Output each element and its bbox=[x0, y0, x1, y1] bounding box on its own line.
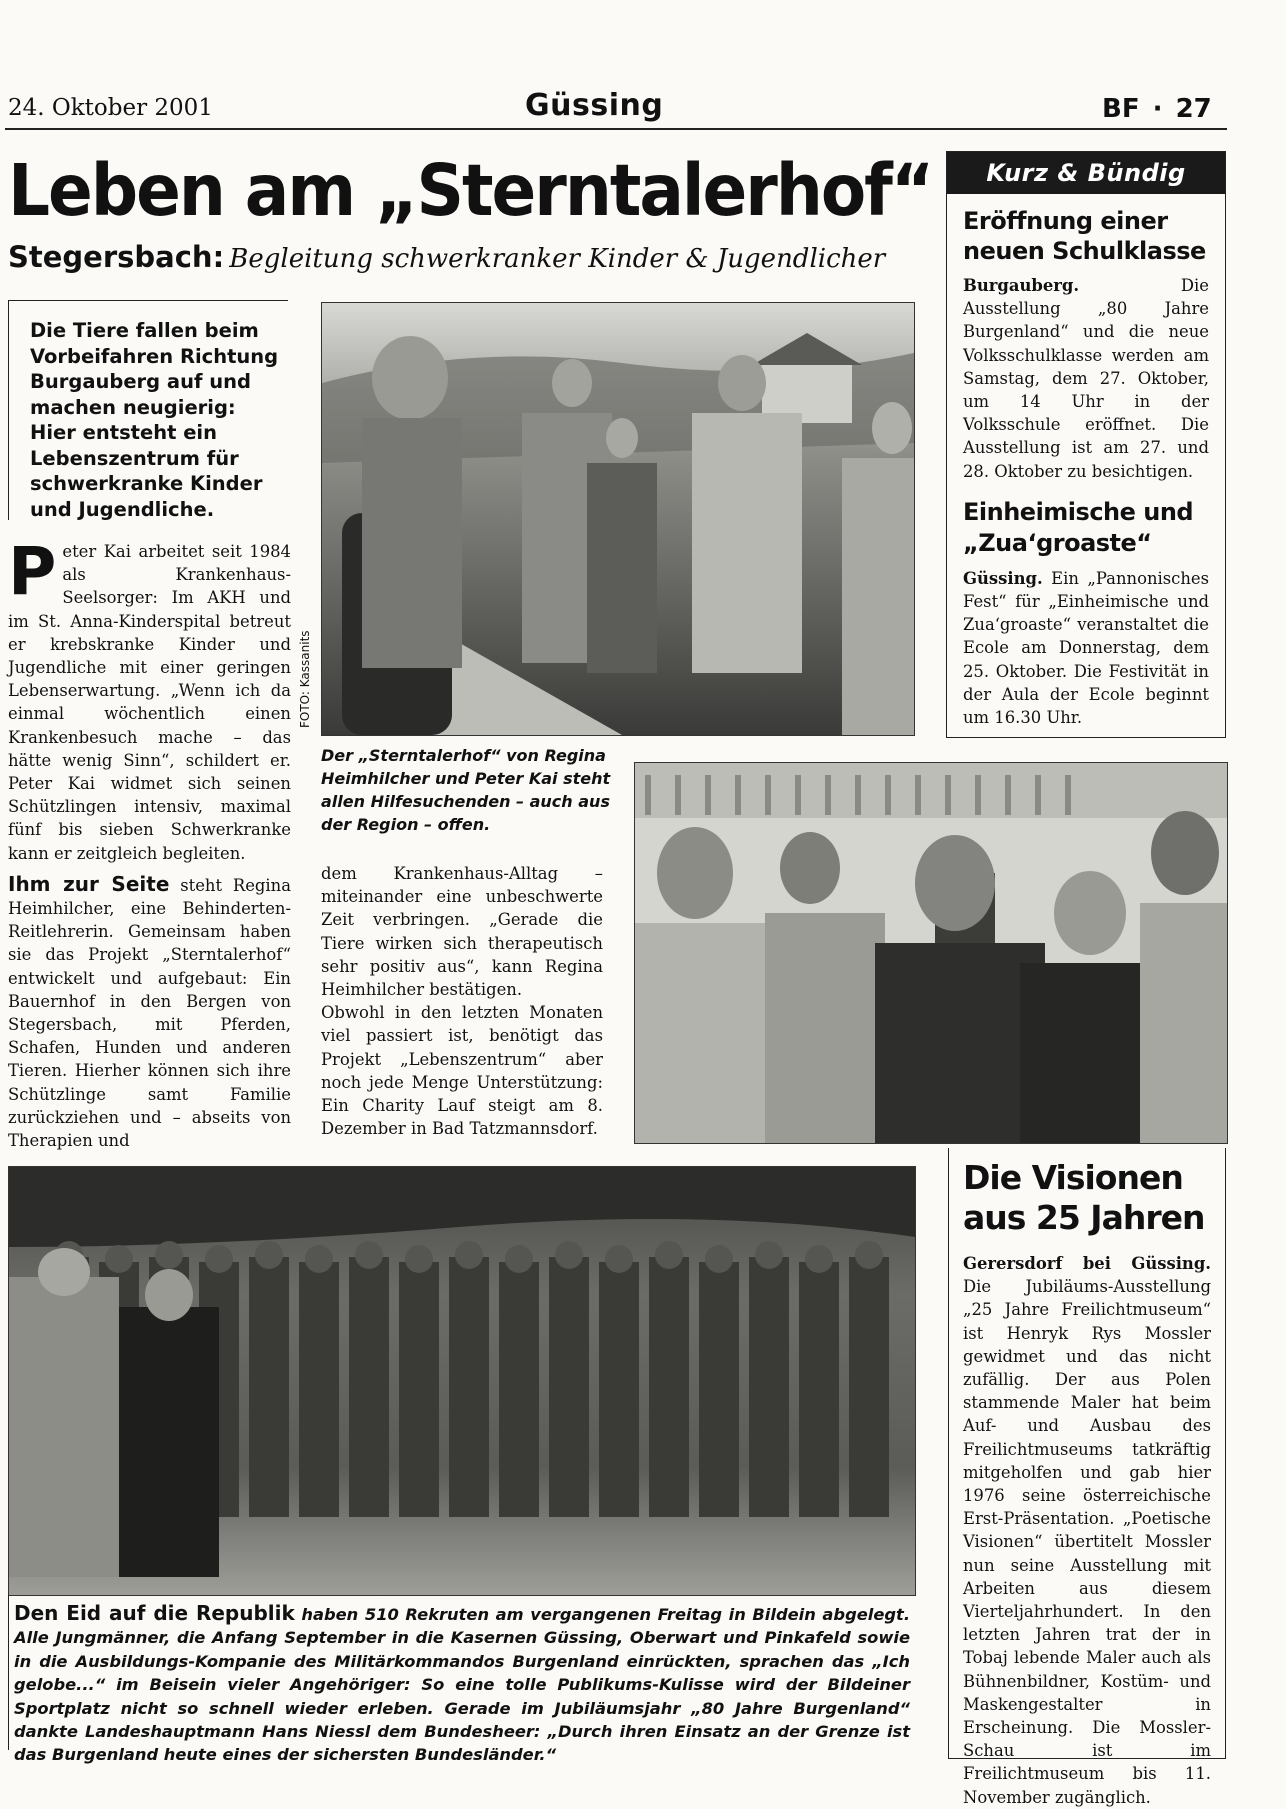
lead-left-rule bbox=[8, 300, 9, 520]
dropcap: P bbox=[8, 533, 57, 610]
visionen-box bbox=[948, 1148, 1226, 1807]
article-column-left bbox=[8, 533, 291, 1152]
soldiers-caption bbox=[14, 1602, 910, 1767]
sidebar-item-1-text: Die Ausstellung „80 Jahre Burgenland“ und die neue Volksschulklasse werden am Samstag, dem 27. Oktober, um 14 Uhr in der Volksschule eröffnet. Die Ausstellung ist am 27. und 28. Oktober zu besichtigen. bbox=[963, 276, 1209, 481]
section-title: Güssing bbox=[525, 88, 664, 123]
officials-image bbox=[635, 763, 1227, 1143]
sidebar-item-2-text: Ein „Pannonisches Fest“ für „Einheimische und Zua‘groaste“ veranstaltet die Ecole am Donnerstag, dem 25. Oktober. Die Festivität in der Aula der Ecole beginnt um 16.30 Uhr. bbox=[963, 568, 1209, 728]
sidebar-item-1-body bbox=[963, 274, 1209, 483]
sidebar-box bbox=[946, 151, 1226, 738]
photo-credit: FOTO: Kassanits bbox=[298, 630, 312, 728]
paragraph-2 bbox=[8, 873, 291, 1152]
visionen-body bbox=[949, 1238, 1225, 1809]
page-number-block bbox=[1102, 94, 1212, 124]
soldiers-caption-text: haben 510 Rekruten am vergangenen Freitag in Bildein abgelegt. Alle Jungmänner, die Anfang September in die Kasernen Güssing, Oberwart und Pinkafeld sowie in die Ausbildungs-Kompanie des Militärkommandos Burgenland einrückten, sprachen das „Ich gelobe...“ im Beisein vieler Angehöriger: So eine tolle Publikums-Kulisse wird der Bildeiner Sportplatz nicht so schnell wieder erleben. Gerade im Jubiläumsjahr „80 Jahre Burgenland“ dankte Landeshauptmann Hans Niessl dem Bundesheer: „Durch ihren Einsatz an der Grenze ist das Burgenland heute eines der sichersten Bundesländer.“ bbox=[14, 1605, 911, 1765]
issue-date: 24. Oktober 2001 bbox=[8, 95, 213, 121]
sidebar-item-1-headline: Eröffnung einer neuen Schulklasse bbox=[963, 207, 1206, 265]
header-rule bbox=[5, 128, 1227, 130]
sidebar-title: Kurz & Bündig bbox=[947, 152, 1225, 194]
sterntalerhof-photo bbox=[321, 302, 915, 736]
lead-top-rule bbox=[8, 300, 288, 301]
visionen-headline: Die Visionen aus 25 Jahren bbox=[963, 1158, 1205, 1237]
sidebar-item-2 bbox=[947, 483, 1225, 729]
separator-dot: · bbox=[1152, 94, 1163, 124]
paragraph-1-text: eter Kai arbeitet seit 1984 als Krankenhaus-Seelsorger: Im AKH und im St. Anna-Kinderspital betreut er krebskranke Kinder und Jugendliche mit einer geringen Lebenserwartung. „Wenn ich da einmal wöchentlich einen Krankenbesuch mache – das hätte wenig Sinn“, schildert er. Peter Kai widmet sich seinen Schützlingen intensiv, maximal fünf bis sieben Schwerkranke kann er zeitgleich begleiten. bbox=[8, 542, 291, 863]
sidebar-item-2-body bbox=[963, 567, 1209, 729]
lead-paragraph: Die Tiere fallen beim Vorbeifahren Richtung Burgauberg auf und machen neugierig: Hier entsteht ein Lebenszentrum für schwerkranke Kinder und Jugendliche. bbox=[30, 319, 279, 521]
main-subhead bbox=[8, 240, 885, 274]
paragraph-2-lead: Ihm zur Seite bbox=[8, 871, 170, 896]
officials-photo bbox=[634, 762, 1228, 1144]
paragraph-2-text: steht Regina Heimhilcher, eine Behinderten-Reitlehrerin. Gemeinsam haben sie das Projekt „Sterntalerhof“ entwickelt und aufgebaut: Ein Bauernhof in den Bergen von Stegersbach, mit Pferden, Schafen, Hunden und anderen Tieren. Hierher können sich ihre Schützlinge samt Familie zurückziehen und – abseits von Therapien und bbox=[8, 875, 291, 1151]
sidebar-item-1 bbox=[947, 194, 1225, 483]
subhead-place: Stegersbach: bbox=[8, 240, 225, 274]
visionen-text: Die Jubiläums-Ausstellung „25 Jahre Freilichtmuseum“ ist Henryk Rys Mossler gewidmet und das nicht zufällig. Der aus Polen stammende Maler hat beim Auf- und Ausbau des Freilichtmuseums tatkräftig mitgeholfen und gab hier 1976 seine österreichische Erst-Präsentation. „Poetische Visionen“ übertitelt Mossler nun seine Ausstellung mit Arbeiten aus diesem Vierteljahrhundert. In den letzten Jahren trat der in Tobaj lebende Maler auch als Bühnenbildner, Kostüm- und Maskengestalter in Erscheinung. Die Mossler-Schau ist im Freilichtmuseum bis 11. November zugänglich. bbox=[963, 1277, 1211, 1807]
sterntalerhof-image bbox=[322, 303, 914, 735]
paragraph-1 bbox=[8, 533, 291, 865]
article-column-middle bbox=[321, 862, 603, 1140]
sidebar-item-1-place: Burgauberg. bbox=[963, 276, 1080, 295]
page-number: 27 bbox=[1175, 94, 1212, 124]
soldiers-image bbox=[9, 1167, 915, 1595]
brand-logo: BF bbox=[1102, 94, 1140, 124]
soldiers-photo bbox=[8, 1166, 916, 1596]
subhead-text: Begleitung schwerkranker Kinder & Jugendlicher bbox=[229, 244, 886, 274]
sterntalerhof-caption: Der „Sterntalerhof“ von Regina Heimhilcher und Peter Kai steht allen Hilfesuchenden – auch aus der Region – offen. bbox=[321, 746, 611, 834]
main-headline: Leben am „Sterntalerhof“ bbox=[8, 148, 933, 233]
visionen-place: Gerersdorf bei Güssing. bbox=[963, 1254, 1211, 1273]
caption-bottom-rule bbox=[8, 1595, 9, 1750]
paragraph-4: Obwohl in den letzten Monaten viel passiert ist, benötigt das Projekt „Lebenszentrum“ aber noch jede Menge Unterstützung: Ein Charity Lauf steigt am 8. Dezember in Bad Tatzmannsdorf. bbox=[321, 1003, 603, 1139]
sidebar-item-2-headline: Einheimische und „Zua‘groaste“ bbox=[963, 497, 1194, 557]
paragraph-3: dem Krankenhaus-Alltag – miteinander eine unbeschwerte Zeit verbringen. „Gerade die Tiere wirken sich therapeutisch sehr positiv aus“, kann Regina Heimhilcher bestätigen. bbox=[321, 864, 603, 1000]
soldiers-caption-lead: Den Eid auf die Republik bbox=[14, 1601, 295, 1625]
sidebar-item-2-place: Güssing. bbox=[963, 568, 1043, 588]
